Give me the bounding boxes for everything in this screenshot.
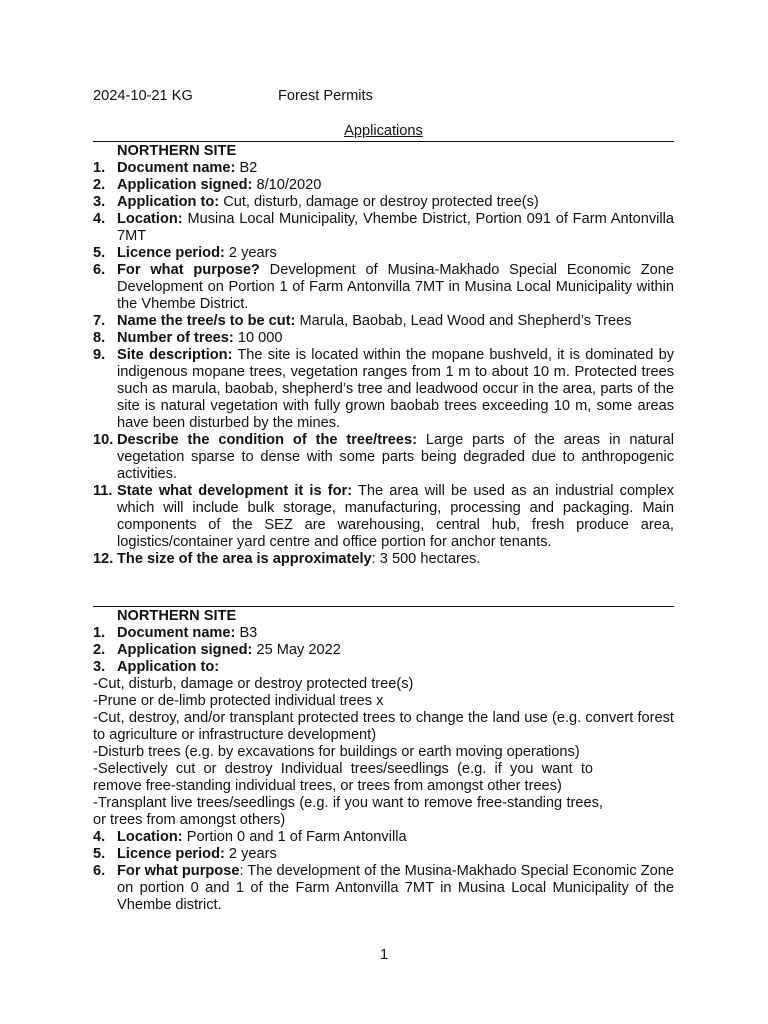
item-number: 1. — [93, 625, 106, 641]
item-label: Describe the condition of the tree/trees: — [117, 432, 417, 448]
item-number: 10. — [93, 432, 114, 448]
item-label: Application to: — [117, 194, 220, 210]
list-item — [93, 177, 674, 194]
list-item — [93, 432, 674, 483]
item-text: : The development of the Musina-Makhado Special Economic Zone on portion 0 and 1 of the Farm Antonvilla 7MT in Musina Local Municipality of the Vhembe district. — [117, 863, 674, 913]
item-number: 5. — [93, 245, 106, 261]
item-number: 7. — [93, 313, 106, 329]
item-label: Document name: — [117, 160, 236, 176]
item-label: Licence period: — [117, 846, 225, 862]
item-label: Location: — [117, 211, 183, 227]
item-text: The site is located within the mopane bushveld, it is dominated by indigenous mopane trees, vegetation ranges from 1 m to about 10 m. Protected trees such as marula, baobab, shepherd’s tree and leadwood occur in the area, parts of the site is natural vegetation with fully grown baobab trees exceeding 10 m, some areas have been disturbed by the mines. — [117, 347, 674, 431]
list-item — [93, 194, 674, 211]
list-item — [93, 551, 674, 568]
list-item — [93, 625, 674, 642]
list-item — [93, 829, 674, 846]
item-text: B2 — [235, 160, 258, 176]
item-text: Marula, Baobab, Lead Wood and Shepherd’s Trees — [295, 313, 632, 329]
item-text: The area will be used as an industrial complex which will include bulk storage, manufacturing, processing and packaging. Main components of the SEZ are warehousing, central hub, fresh produce area, logistics/container yard centre and office portion for anchor tenants. — [117, 483, 674, 550]
application-line: -Cut, destroy, and/or transplant protected trees to change the land use (e.g. convert forest to agriculture or infrastructure development) — [93, 710, 674, 743]
item-text: 2 years — [224, 846, 277, 862]
item-label: Application signed: — [117, 642, 253, 658]
item-text: Large parts of the areas in natural vegetation sparse to dense with some parts being degraded due to anthropogenic activities. — [117, 432, 674, 482]
item-text: 10 000 — [233, 330, 283, 346]
list-item — [93, 846, 674, 863]
list-item — [93, 642, 674, 659]
site-2-list-a — [93, 625, 674, 676]
item-label: The size of the area is approximately — [117, 551, 372, 567]
item-label: For what purpose — [117, 863, 240, 879]
item-label: Application signed: — [117, 177, 253, 193]
site-section-2 — [93, 608, 674, 914]
site-title: NORTHERN SITE — [117, 143, 237, 159]
site-1-list — [93, 160, 674, 568]
list-item — [93, 330, 674, 347]
item-text: : 3 500 hectares. — [371, 551, 481, 567]
item-number: 2. — [93, 642, 106, 658]
list-item — [93, 347, 674, 432]
list-item — [93, 262, 674, 313]
application-line: -Cut, disturb, damage or destroy protected tree(s) — [93, 676, 414, 692]
item-number: 8. — [93, 330, 106, 346]
list-item — [93, 211, 674, 245]
site-title: NORTHERN SITE — [117, 608, 237, 624]
item-number: 6. — [93, 863, 106, 879]
item-text: Development of Musina-Makhado Special Economic Zone Development on Portion 1 of Farm Antonvilla 7MT in Musina Local Municipality within the Vhembe District. — [117, 262, 675, 312]
item-label: Application to: — [117, 659, 220, 675]
item-text: 2 years — [224, 245, 277, 261]
item-number: 6. — [93, 262, 106, 278]
item-number: 2. — [93, 177, 106, 193]
page-number: 1 — [379, 947, 389, 963]
application-line: -Selectively cut or destroy Individual trees/seedlings (e.g. if you want to remove free-standing individual trees, or trees from amongst other trees) — [93, 761, 593, 794]
application-line: -Prune or de-limb protected individual trees x — [93, 693, 384, 709]
item-label: State what development it is for: — [117, 483, 353, 499]
item-number: 1. — [93, 160, 106, 176]
list-item — [93, 160, 674, 177]
list-item — [93, 863, 674, 914]
header-line — [93, 88, 693, 105]
item-number: 3. — [93, 659, 106, 675]
item-label: Site description: — [117, 347, 233, 363]
item-number: 3. — [93, 194, 106, 210]
item-label: For what purpose? — [117, 262, 260, 278]
section-divider — [93, 606, 674, 607]
site-section-1 — [93, 143, 674, 568]
item-text: 8/10/2020 — [252, 177, 322, 193]
list-item — [93, 245, 674, 262]
item-label: Location: — [117, 829, 183, 845]
site-2-list-b — [93, 829, 674, 914]
item-label: Name the tree/s to be cut: — [117, 313, 296, 329]
item-label: Number of trees: — [117, 330, 234, 346]
item-number: 5. — [93, 846, 106, 862]
list-item — [93, 483, 674, 551]
item-number: 4. — [93, 829, 106, 845]
item-text: B3 — [235, 625, 258, 641]
application-line: -Disturb trees (e.g. by excavations for buildings or earth moving operations) — [93, 744, 580, 760]
application-line: -Transplant live trees/seedlings (e.g. if you want to remove free-standing trees, or trees from amongst others) — [93, 795, 603, 828]
item-label: Licence period: — [117, 245, 225, 261]
item-text: Musina Local Municipality, Vhembe District, Portion 091 of Farm Antonvilla 7MT — [117, 211, 674, 244]
item-text: Portion 0 and 1 of Farm Antonvilla — [182, 829, 407, 845]
applications-heading: Applications — [344, 123, 423, 139]
item-text: Cut, disturb, damage or destroy protected tree(s) — [219, 194, 539, 210]
section-divider — [93, 141, 674, 142]
list-item — [93, 313, 674, 330]
item-label: Document name: — [117, 625, 236, 641]
header-title: Forest Permits — [278, 88, 373, 104]
header-date-initials: 2024-10-21 KG — [93, 88, 193, 104]
item-text: 25 May 2022 — [252, 642, 341, 658]
item-number: 12. — [93, 551, 114, 567]
list-item — [93, 659, 674, 676]
item-number: 9. — [93, 347, 106, 363]
item-number: 4. — [93, 211, 106, 227]
item-number: 11. — [93, 483, 113, 499]
